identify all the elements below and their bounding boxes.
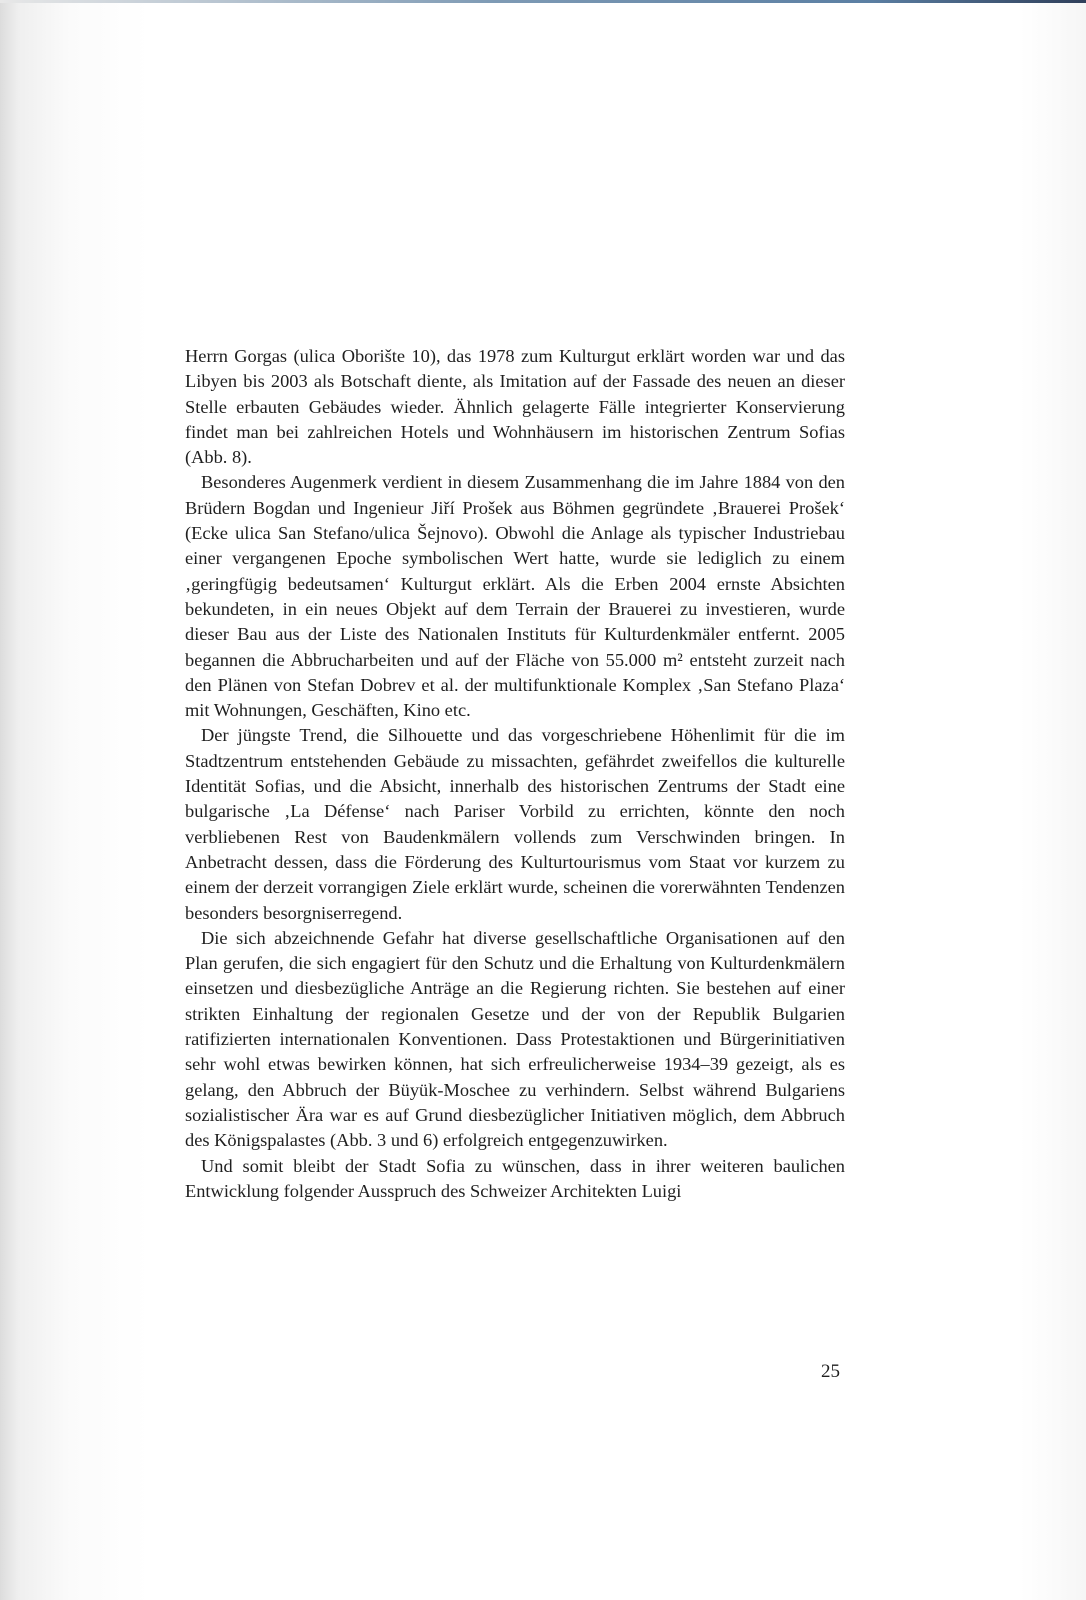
text-column: [185, 344, 845, 1204]
paragraph-3: Der jüngste Trend, die Silhouette und das vorgeschriebene Höhenlimit für die im Stadtzentrum entstehenden Gebäude zu missachten, gefährdet zweifellos die kulturelle Identität Sofias, und die Absicht, innerhalb des historischen Zentrums der Stadt eine bulgarische ‚La Défense‘ nach Pariser Vorbild zu errichten, könnte den noch verbliebenen Rest von Baudenkmälern vollends zum Verschwinden bringen. In Anbetracht dessen, dass die Förderung des Kulturtourismus vom Staat vor kurzem zu einem der derzeit vorrangigen Ziele erklärt wurde, scheinen die vorerwähnten Tendenzen besonders besorgniserregend.: [185, 725, 845, 923]
page-number: 25: [821, 1361, 840, 1382]
paragraph-2: Besonderes Augenmerk verdient in diesem Zusammenhang die im Jahre 1884 von den Brüdern Bogdan und Ingenieur Jiří Prošek aus Böhmen gegründete ‚Brauerei Prošek‘ (Ecke ulica San Stefano/ulica Šejnovo). Obwohl die Anlage als typischer Industriebau einer vergangenen Epoche symbolischen Wert hatte, wurde sie lediglich zu einem ‚geringfügig bedeutsamen‘ Kulturgut erklärt. Als die Erben 2004 ernste Absichten bekundeten, in ein neues Objekt auf dem Terrain der Brauerei zu investieren, wurde dieser Bau aus der Liste des Nationalen Instituts für Kulturdenkmäler entfernt. 2005 begannen die Abbrucharbeiten und auf der Fläche von 55.000 m² entsteht zurzeit nach den Plänen von Stefan Dobrev et al. der multifunktionale Komplex ‚San Stefano Plaza‘ mit Wohnungen, Geschäften, Kino etc.: [185, 472, 845, 721]
paragraph-1: Herrn Gorgas (ulica Oborište 10), das 1978 zum Kulturgut erklärt worden war und das Libyen bis 2003 als Botschaft diente, als Imitation auf der Fassade des neuen an dieser Stelle erbauten Gebäudes wieder. Ähnlich gelagerte Fälle integrierter Konservierung findet man bei zahlreichen Hotels und Wohnhäusern im historischen Zentrum Sofias (Abb. 8).: [185, 346, 845, 468]
page-top-edge: [0, 0, 1086, 3]
paragraph-5: Und somit bleibt der Stadt Sofia zu wünschen, dass in ihrer weiteren baulichen Entwicklung folgender Ausspruch des Schweizer Architekten Luigi: [185, 1155, 845, 1201]
paragraph-4: Die sich abzeichnende Gefahr hat diverse gesellschaftliche Organisationen auf den Plan gerufen, die sich engagiert für den Schutz und die Erhaltung von Kulturdenkmälern einsetzen und diesbezügliche Anträge an die Regierung richten. Sie bestehen auf einer strikten Einhaltung der regionalen Gesetze und der von der Republik Bulgarien ratifizierten internationalen Konventionen. Dass Protestaktionen und Bürgerinitiativen sehr wohl etwas bewirken können, hat sich erfreulicherweise 1934–39 gezeigt, als es gelang, den Abbruch der Büyük-Moschee zu verhindern. Selbst während Bulgariens sozialistischer Ära war es auf Grund diesbezüglicher Initiativen möglich, dem Abbruch des Königspalastes (Abb. 3 und 6) erfolgreich entgegenzuwirken.: [185, 927, 845, 1151]
